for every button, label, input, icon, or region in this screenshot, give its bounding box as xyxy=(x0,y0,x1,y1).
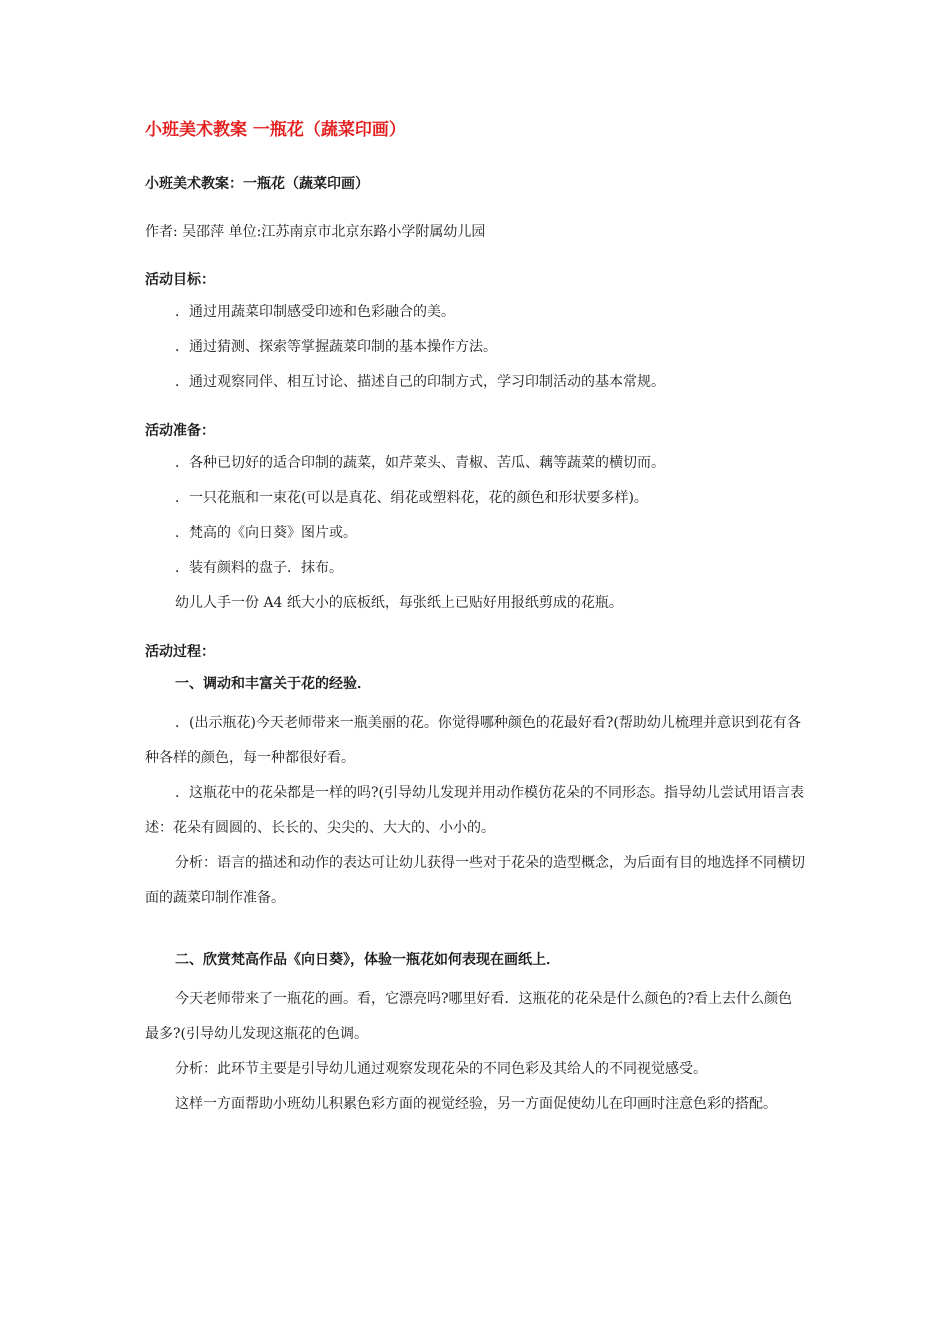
doc-subtitle: 小班美术教案：一瓶花（蔬菜印画） xyxy=(145,176,369,192)
author-line: 作者: 吴邵萍 单位:江苏南京市北京东路小学附属幼儿园 xyxy=(145,224,486,240)
process-paragraph: ．(出示瓶花)今天老师带来一瓶美丽的花。你觉得哪种颜色的花最好看?(帮助幼儿梳理并意识到花有各种各样的颜色，每一种都很好看。 xyxy=(145,715,801,766)
analysis-paragraph: 分析：此环节主要是引导幼儿通过观察发现花朵的不同色彩及其给人的不同视觉感受。 xyxy=(175,1061,707,1077)
analysis-paragraph: 分析：语言的描述和动作的表达可让幼儿获得一些对于花朵的造型概念，为后面有目的地选择不同横切面的蔬菜印制作准备。 xyxy=(145,855,805,906)
goal-item: ．通过猜测、探索等掌握蔬菜印制的基本操作方法。 xyxy=(175,339,497,355)
document-page xyxy=(145,118,805,1122)
process-heading: 活动过程： xyxy=(145,644,215,660)
prep-item: 幼儿人手一份 A4 纸大小的底板纸，每张纸上已贴好用报纸剪成的花瓶。 xyxy=(175,595,623,611)
process-paragraph: 今天老师带来了一瓶花的画。看，它漂亮吗?哪里好看．这瓶花的花朵是什么颜色的?看上去什么颜色最多?(引导幼儿发现这瓶花的色调。 xyxy=(145,991,793,1042)
process-part1-heading: 一、调动和丰富关于花的经验． xyxy=(175,676,371,692)
process-paragraph: 这样一方面帮助小班幼儿积累色彩方面的视觉经验，另一方面促使幼儿在印画时注意色彩的搭配。 xyxy=(175,1096,777,1112)
prep-item: ．各种已切好的适合印制的蔬菜，如芹菜头、青椒、苦瓜、藕等蔬菜的横切而。 xyxy=(175,455,665,471)
process-paragraph: ．这瓶花中的花朵都是一样的吗?(引导幼儿发现并用动作模仿花朵的不同形态。指导幼儿尝试用语言表述：花朵有圆圆的、长长的、尖尖的、大大的、小小的。 xyxy=(145,785,804,836)
goals-heading: 活动目标： xyxy=(145,272,215,288)
doc-title: 小班美术教案 一瓶花（蔬菜印画） xyxy=(145,120,406,140)
prep-item: ．装有颜料的盘子．抹布。 xyxy=(175,560,343,576)
prep-heading: 活动准备： xyxy=(145,423,215,439)
process-part2-heading: 二、欣赏梵高作品《向日葵》，体验一瓶花如何表现在画纸上． xyxy=(175,952,560,968)
prep-item: ．一只花瓶和一束花(可以是真花、绢花或塑料花，花的颜色和形状要多样)。 xyxy=(175,490,648,506)
goal-item: ．通过观察同伴、相互讨论、描述自己的印制方式，学习印制活动的基本常规。 xyxy=(175,374,665,390)
goal-item: ．通过用蔬菜印制感受印迹和色彩融合的美。 xyxy=(175,304,455,320)
prep-item: ．梵高的《向日葵》图片或。 xyxy=(175,525,357,541)
